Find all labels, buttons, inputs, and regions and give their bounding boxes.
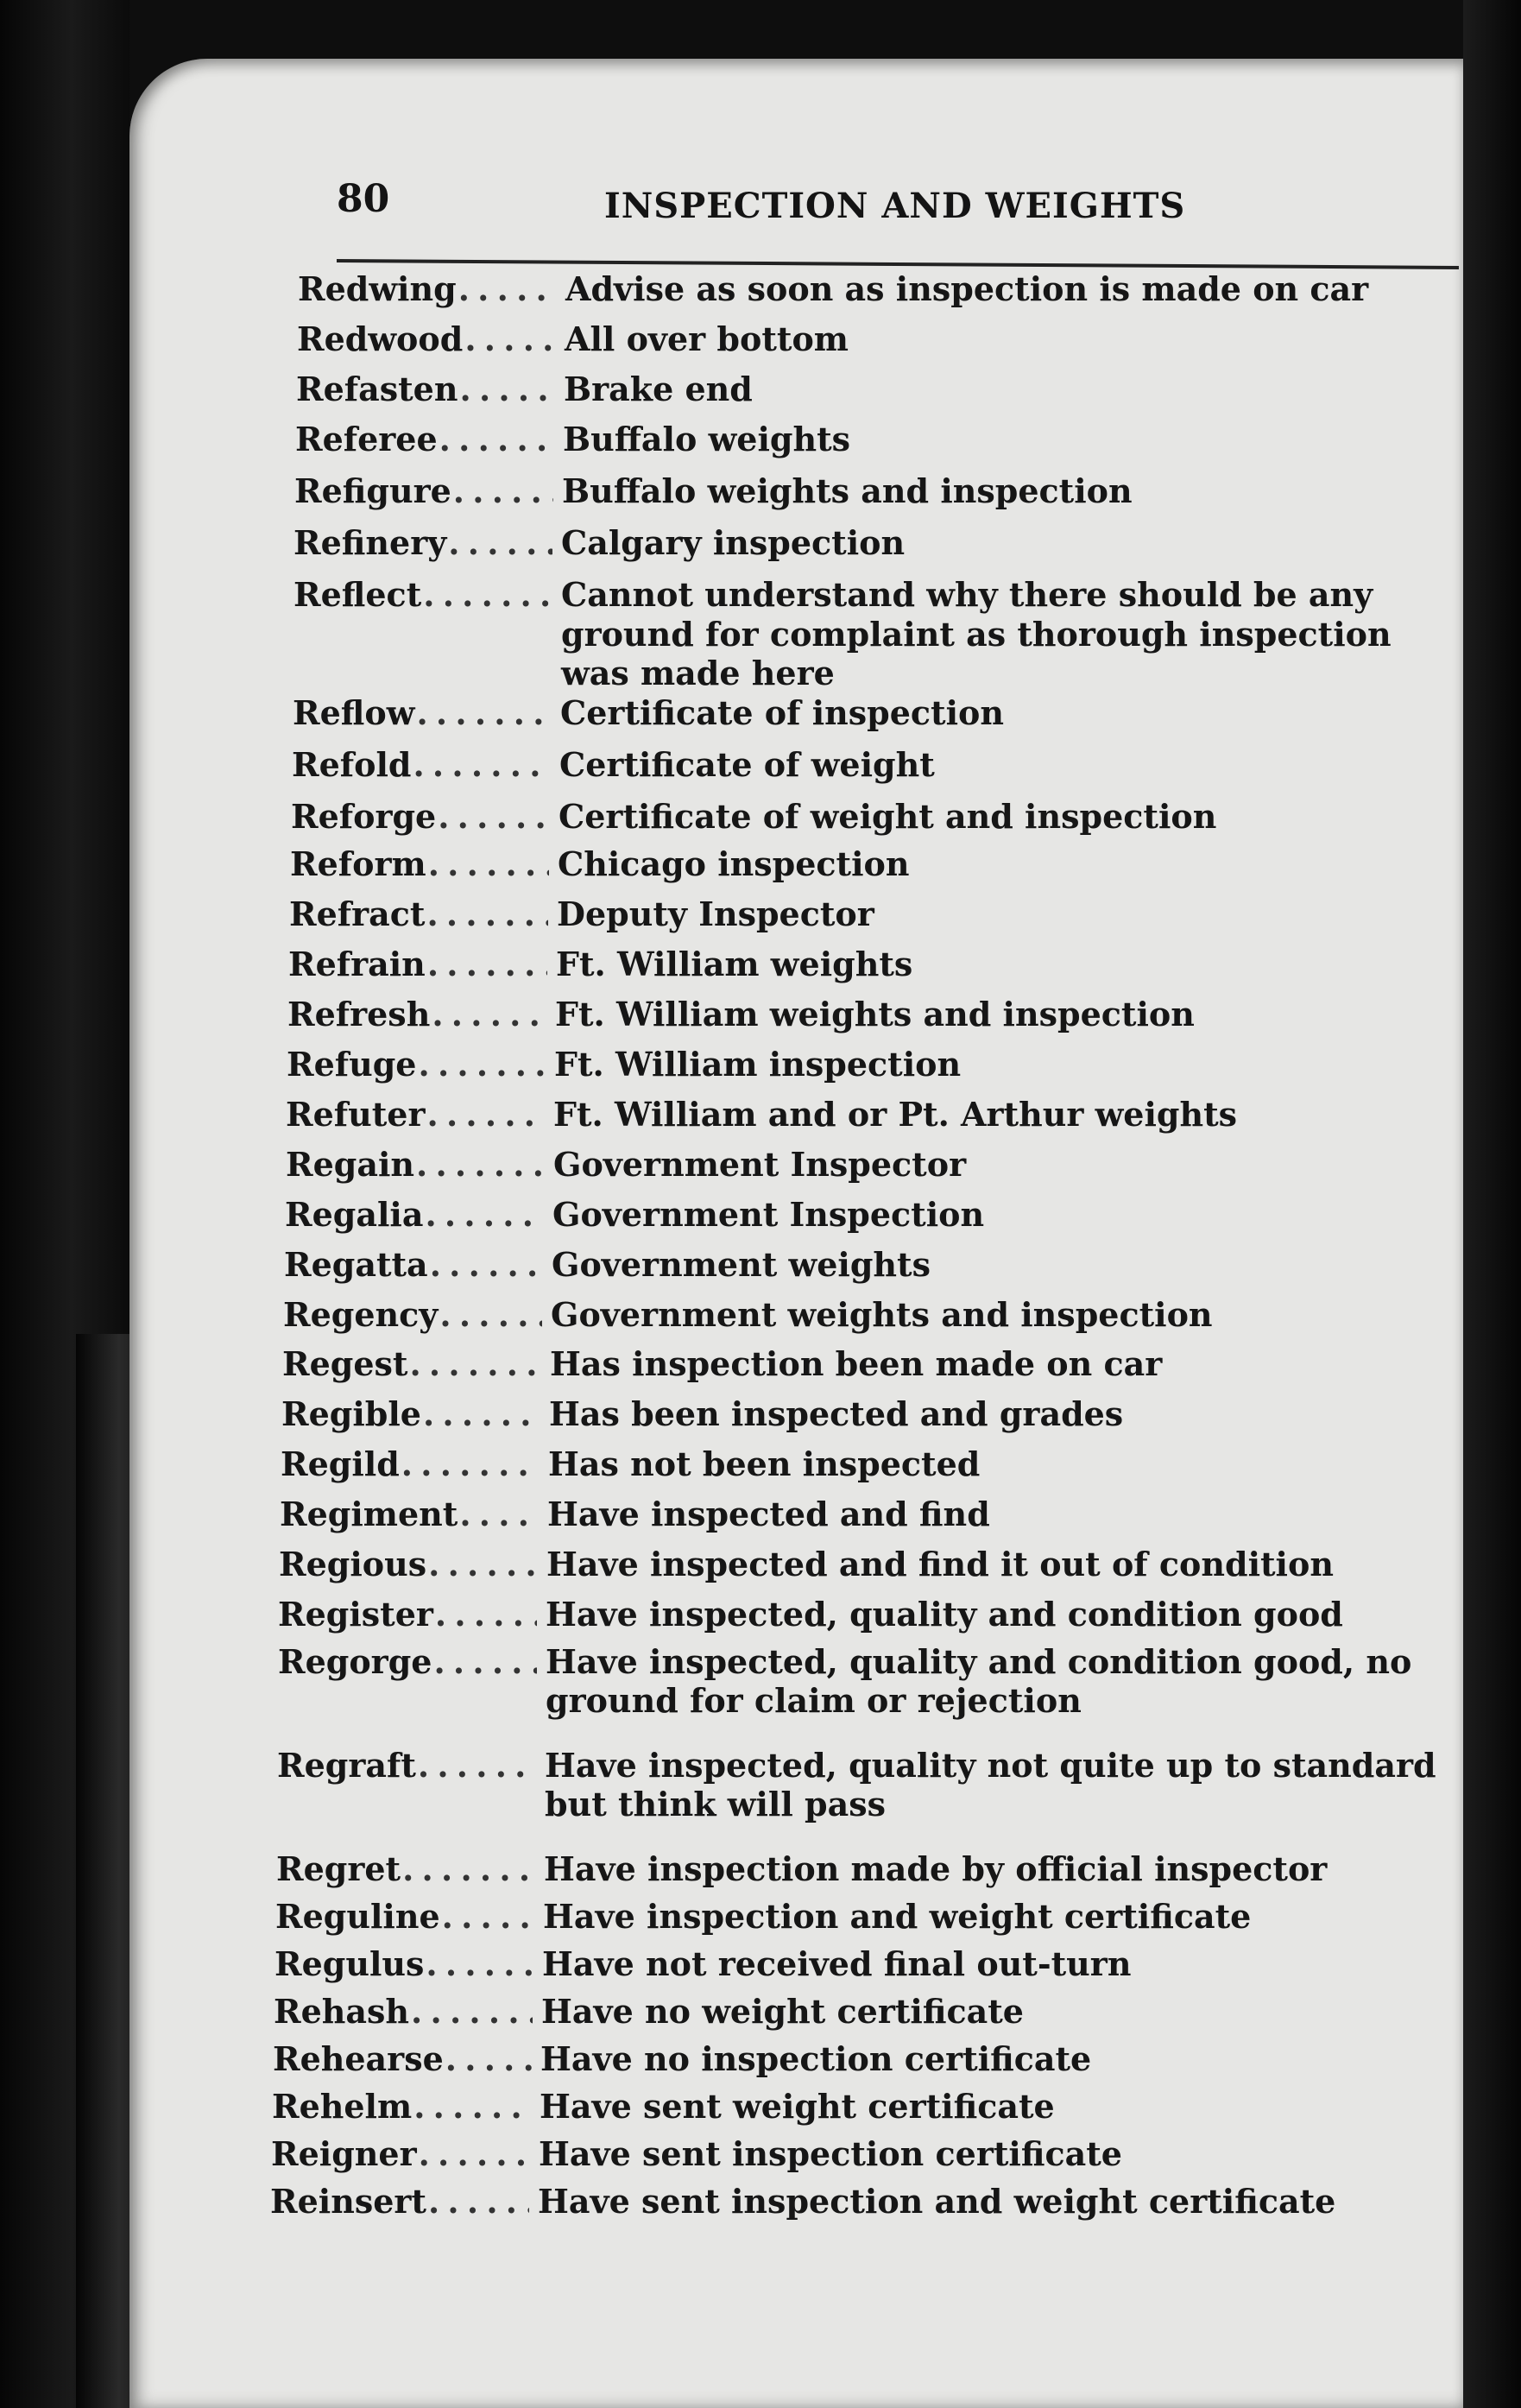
code-word-text: Referee (295, 420, 438, 458)
code-meaning: Ft. William weights (556, 944, 913, 983)
code-word-text: Refract (289, 894, 426, 933)
code-word (298, 269, 557, 308)
code-word (281, 1394, 540, 1433)
code-word (296, 370, 555, 408)
code-word-text: Refold (292, 744, 412, 784)
code-meaning: Have inspected, quality not quite up to standard but think will pass (545, 1745, 1436, 1824)
list-item (276, 1849, 1455, 1897)
dot-leader (416, 693, 552, 732)
code-word (288, 945, 547, 983)
code-meaning: Have no weight certificate (541, 1991, 1024, 2031)
code-meaning: Has not been inspected (548, 1444, 981, 1483)
dot-leader (413, 745, 551, 784)
list-item (284, 1245, 1455, 1295)
code-meaning: Brake end (564, 370, 753, 408)
code-word (278, 1595, 537, 1634)
list-item (271, 2134, 1455, 2182)
code-word-text: Regest (282, 1343, 408, 1383)
code-word (271, 2134, 530, 2173)
dot-leader (418, 1746, 536, 1785)
dot-leader (402, 1849, 535, 1888)
list-item (281, 1444, 1455, 1495)
code-word-text: Regorge (278, 1641, 432, 1681)
code-meaning: Certificate of inspection (560, 692, 1005, 732)
code-meaning: Certificate of weight (559, 744, 935, 784)
code-meaning: Have not received final out-turn (542, 1943, 1132, 1983)
list-item (278, 1595, 1455, 1642)
code-meaning: Have inspection and weight certificate (543, 1896, 1252, 1936)
list-item (270, 2182, 1455, 2229)
list-item (285, 1195, 1455, 1245)
code-word (277, 1746, 536, 1785)
code-meaning: Has inspection been made on car (550, 1343, 1163, 1383)
dot-leader (430, 1245, 543, 1284)
dot-leader (453, 471, 553, 510)
code-word-text: Reforge (291, 796, 437, 836)
code-meaning: Have sent weight certificate (540, 2086, 1055, 2126)
code-word (293, 693, 552, 732)
code-word (273, 2039, 532, 2078)
code-word (286, 1145, 545, 1184)
list-item (275, 1897, 1455, 1944)
code-word (284, 1245, 543, 1284)
code-meaning: Has been inspected and grades (549, 1394, 1124, 1433)
code-meaning: Have sent inspection and weight certificate (538, 2181, 1336, 2221)
code-word-text: Regiment (280, 1494, 458, 1533)
code-meaning: Government Inspector (553, 1144, 967, 1184)
code-meaning: Buffalo weights (563, 420, 851, 458)
list-item (287, 995, 1455, 1045)
dot-leader (442, 1897, 534, 1936)
code-meaning: Certificate of weight and inspection (559, 796, 1217, 836)
code-word (294, 471, 553, 510)
code-word (275, 1897, 534, 1936)
dot-leader (427, 945, 547, 983)
code-word-text: Refinery (293, 523, 447, 562)
code-word (287, 1045, 546, 1084)
dot-leader (413, 2087, 531, 2126)
code-word-text: Regild (281, 1444, 400, 1483)
code-meaning: Government Inspection (552, 1194, 985, 1234)
list-item (289, 894, 1455, 945)
dot-leader (459, 1495, 539, 1533)
code-word (281, 1444, 540, 1483)
code-word-text: Regraft (277, 1745, 416, 1785)
code-word (295, 420, 554, 458)
code-word (287, 995, 546, 1033)
code-word (289, 894, 548, 933)
code-list (270, 269, 1455, 2229)
list-item (279, 1545, 1455, 1595)
code-word-text: Rehelm (272, 2086, 413, 2126)
list-item (296, 370, 1455, 420)
code-word-text: Refigure (294, 471, 451, 510)
code-word (275, 1944, 533, 1983)
dot-leader (458, 269, 557, 308)
code-meaning: Chicago inspection (558, 844, 910, 883)
code-meaning: Buffalo weights and inspection (562, 471, 1133, 510)
list-item (293, 523, 1455, 575)
dot-leader (459, 370, 555, 408)
code-meaning: Have inspection made by official inspector (544, 1849, 1328, 1888)
code-word (283, 1295, 542, 1334)
code-word-text: Regency (283, 1294, 439, 1334)
list-item (291, 797, 1455, 844)
scan-background-right (1463, 0, 1521, 2408)
code-word-text: Reguline (275, 1896, 440, 1936)
dot-leader (419, 2134, 530, 2173)
page-header (337, 168, 1459, 246)
code-meaning: Government weights and inspection (551, 1294, 1213, 1334)
list-item (290, 844, 1455, 894)
list-item (294, 471, 1455, 523)
code-word-text: Regret (276, 1849, 401, 1888)
code-word (276, 1849, 535, 1888)
dot-leader (426, 1095, 545, 1134)
code-word-text: Reigner (271, 2133, 417, 2173)
list-item (272, 2087, 1455, 2134)
dot-leader (435, 1595, 537, 1634)
code-word (291, 797, 550, 836)
code-word-text: Regalia (285, 1194, 424, 1234)
list-item (282, 1344, 1455, 1394)
code-word-text: Regatta (284, 1244, 428, 1284)
dot-leader (423, 1394, 540, 1433)
code-word-text: Refuge (287, 1044, 417, 1084)
dot-leader (448, 523, 552, 562)
code-word (274, 1992, 533, 2031)
code-word (270, 2182, 529, 2221)
list-item (286, 1145, 1455, 1195)
code-meaning: Have no inspection certificate (540, 2038, 1092, 2078)
list-item (275, 1944, 1455, 1992)
list-item (278, 1642, 1455, 1746)
dot-leader (401, 1444, 540, 1483)
page-number: 80 (337, 177, 390, 221)
dot-leader (426, 1944, 533, 1983)
list-item (286, 1095, 1455, 1145)
list-item (273, 2039, 1455, 2087)
code-word-text: Regious (279, 1544, 427, 1583)
dot-leader (411, 1992, 533, 2031)
code-word (272, 2087, 531, 2126)
code-word (285, 1195, 544, 1234)
code-meaning: Cannot understand why there should be any ground for complaint as thorough inspection was made here (561, 575, 1392, 693)
dot-leader (433, 1642, 537, 1681)
code-word-text: Rehash (274, 1991, 410, 2031)
list-item (295, 420, 1455, 471)
code-word-text: Refasten (296, 370, 458, 408)
list-item (281, 1394, 1455, 1444)
code-word-text: Rehearse (273, 2038, 444, 2078)
code-meaning: Have inspected and find it out of condition (546, 1544, 1334, 1583)
dot-leader (425, 1195, 544, 1234)
code-word-text: Refuter (286, 1094, 426, 1134)
dot-leader (423, 575, 552, 614)
code-word (278, 1642, 537, 1681)
code-word-text: Redwood (297, 319, 464, 358)
dot-leader (428, 1545, 538, 1583)
code-meaning: Have inspected, quality and condition good (546, 1594, 1343, 1634)
code-word (293, 523, 552, 562)
list-item (280, 1495, 1455, 1545)
list-item (283, 1295, 1455, 1344)
dot-leader (439, 1295, 542, 1334)
code-word (280, 1495, 539, 1533)
list-item (274, 1992, 1455, 2039)
code-meaning: Calgary inspection (561, 523, 906, 562)
code-word (282, 1344, 541, 1383)
list-item (292, 745, 1455, 797)
code-word (293, 575, 552, 614)
code-meaning: All over bottom (565, 319, 849, 358)
code-word-text: Redwing (298, 269, 457, 308)
code-meaning: Have sent inspection certificate (539, 2133, 1122, 2173)
code-meaning: Have inspected, quality and condition good, no ground for claim or rejection (546, 1641, 1412, 1721)
dot-leader (445, 2039, 532, 2078)
dot-leader (428, 2182, 529, 2221)
dot-leader (464, 319, 556, 358)
dot-leader (416, 1145, 545, 1184)
code-word-text: Reflect (293, 575, 422, 614)
list-item (293, 575, 1455, 693)
code-word-text: Regain (286, 1144, 415, 1184)
list-item (288, 945, 1455, 995)
list-item (277, 1746, 1455, 1849)
code-word-text: Register (278, 1594, 433, 1634)
code-word (286, 1095, 545, 1134)
dot-leader (438, 797, 550, 836)
dot-leader (428, 844, 549, 883)
code-meaning: Government weights (552, 1244, 931, 1284)
code-word-text: Refresh (287, 994, 431, 1033)
code-word (292, 745, 551, 784)
code-word-text: Reflow (293, 692, 415, 732)
code-meaning: Advise as soon as inspection is made on car (565, 269, 1369, 308)
list-item (298, 269, 1455, 319)
list-item (297, 319, 1455, 370)
code-word (297, 319, 556, 358)
code-word-text: Reinsert (270, 2181, 426, 2221)
code-word-text: Reform (290, 844, 426, 883)
code-word (279, 1545, 538, 1583)
code-meaning: Have inspected and find (547, 1494, 990, 1533)
code-word (290, 844, 549, 883)
code-word-text: Refrain (288, 944, 426, 983)
code-meaning: Ft. William and or Pt. Arthur weights (553, 1094, 1238, 1134)
code-word-text: Regulus (275, 1943, 425, 1983)
dot-leader (418, 1045, 546, 1084)
dot-leader (409, 1344, 541, 1383)
dot-leader (439, 420, 554, 458)
code-word-text: Regible (281, 1394, 421, 1433)
list-item (293, 693, 1455, 745)
code-meaning: Ft. William weights and inspection (555, 994, 1195, 1033)
running-head: INSPECTION AND WEIGHTS (604, 186, 1186, 226)
code-meaning: Ft. William inspection (554, 1044, 962, 1084)
dot-leader (432, 995, 546, 1033)
code-meaning: Deputy Inspector (557, 894, 874, 933)
list-item (287, 1045, 1455, 1095)
dot-leader (426, 894, 548, 933)
